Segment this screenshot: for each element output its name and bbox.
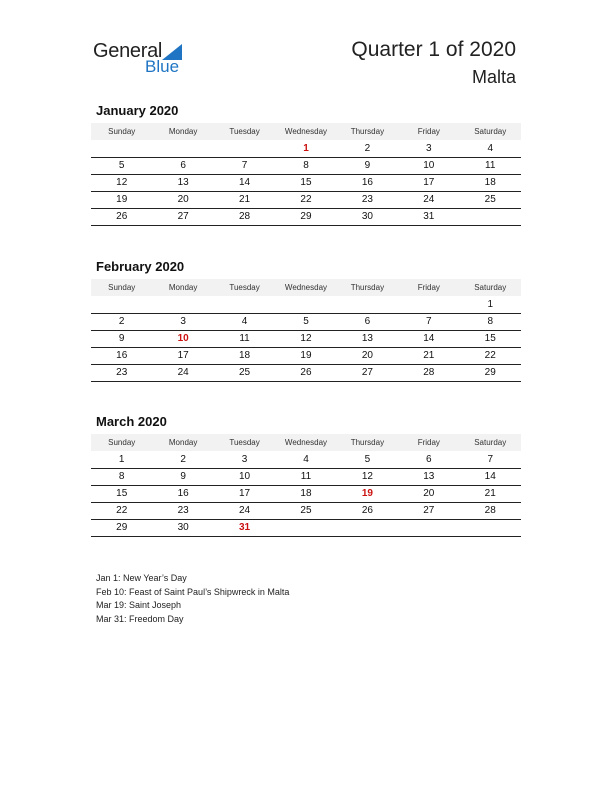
week-row: [91, 192, 521, 209]
weekday-label: Tuesday: [229, 283, 260, 292]
day-cell: 24: [177, 367, 189, 378]
day-cell: 16: [116, 350, 128, 361]
weekday-label: Monday: [168, 438, 198, 447]
day-cell: [214, 297, 275, 313]
week-row: [91, 158, 521, 175]
day-cell: 3: [426, 143, 432, 154]
day-cell: 1: [118, 454, 125, 465]
day-cell: [460, 520, 521, 536]
day-cell: 24: [423, 194, 435, 205]
day-cell: 7: [426, 316, 432, 327]
day-cell: [91, 141, 152, 157]
day-cell: 13: [361, 333, 373, 344]
day-cell: 28: [238, 211, 251, 222]
holiday-date: 10: [177, 333, 189, 344]
day-cell: 2: [180, 454, 186, 465]
day-cell: [337, 520, 398, 536]
weekday-label: Sunday: [108, 127, 136, 136]
day-cell: 7: [487, 454, 494, 465]
day-cell: 12: [116, 177, 128, 188]
day-cell: 20: [361, 350, 373, 361]
generalblue-logo: [93, 40, 213, 84]
day-cell: 6: [180, 160, 186, 171]
day-cell: 6: [364, 316, 371, 327]
day-cell: 4: [241, 316, 248, 327]
day-cell: 6: [426, 454, 432, 465]
day-cell: 28: [484, 505, 496, 516]
day-cell: 23: [116, 367, 128, 378]
day-cell: 15: [300, 177, 312, 188]
weekday-header: [91, 123, 521, 140]
day-cell: 22: [116, 505, 128, 516]
weekday-label: Monday: [168, 127, 198, 136]
day-cell: [91, 297, 152, 313]
day-cell: 25: [484, 194, 496, 205]
day-cell: 17: [423, 177, 435, 188]
day-cell: 9: [364, 160, 371, 171]
weekday-label: Wednesday: [284, 127, 328, 136]
week-row: [91, 141, 521, 158]
month-title: February 2020: [96, 259, 185, 274]
day-cell: [337, 297, 398, 313]
page-title: Quarter 1 of 2020: [351, 38, 516, 61]
day-cell: 16: [177, 488, 189, 499]
day-cell: 3: [241, 454, 248, 465]
weekday-label: Thursday: [350, 283, 385, 292]
day-cell: 29: [484, 367, 496, 378]
week-row: [91, 520, 521, 537]
day-cell: 22: [484, 350, 496, 361]
month-title: March 2020: [96, 414, 167, 429]
weekday-header: [91, 279, 521, 296]
week-row: [91, 175, 521, 192]
day-cell: 20: [423, 488, 435, 499]
day-cell: 5: [118, 160, 125, 171]
day-cell: 7: [241, 160, 248, 171]
week-row: [91, 503, 521, 520]
weekday-label: Monday: [168, 283, 198, 292]
day-cell: 11: [300, 471, 312, 482]
holiday-note: Mar 19: Saint Joseph: [96, 600, 182, 610]
day-cell: 10: [238, 471, 251, 482]
day-cell: 26: [116, 211, 128, 222]
day-cell: 25: [238, 367, 251, 378]
weekday-label: Saturday: [474, 283, 507, 292]
weekday-label: Tuesday: [229, 127, 260, 136]
day-cell: 12: [361, 471, 373, 482]
day-cell: 3: [180, 316, 186, 327]
day-cell: 29: [116, 522, 128, 533]
day-cell: 12: [300, 333, 312, 344]
weekday-header: [91, 434, 521, 451]
weekday-label: Saturday: [474, 127, 507, 136]
week-row: [91, 452, 521, 469]
day-cell: 18: [484, 177, 496, 188]
day-cell: 8: [487, 316, 494, 327]
day-cell: 14: [423, 333, 435, 344]
day-cell: 20: [177, 194, 189, 205]
day-cell: 30: [177, 522, 189, 533]
day-cell: 25: [300, 505, 312, 516]
logo-text-blue: Blue: [145, 57, 180, 76]
day-cell: 11: [485, 160, 496, 171]
weekday-label: Thursday: [350, 438, 385, 447]
day-cell: [275, 297, 336, 313]
day-cell: 17: [177, 350, 189, 361]
day-cell: 15: [116, 488, 128, 499]
weekday-label: Thursday: [350, 127, 385, 136]
day-cell: 26: [361, 505, 373, 516]
day-cell: 2: [364, 143, 371, 154]
day-cell: 21: [238, 194, 251, 205]
day-cell: 17: [238, 488, 251, 499]
day-cell: 1: [487, 299, 494, 310]
week-row: [91, 314, 521, 331]
country-name: Malta: [471, 67, 516, 87]
day-cell: 9: [180, 471, 186, 482]
week-row: [91, 297, 521, 314]
day-cell: 26: [300, 367, 312, 378]
day-cell: [398, 520, 459, 536]
holiday-note: Jan 1: New Year’s Day: [96, 573, 187, 583]
week-row: [91, 331, 521, 348]
day-cell: 23: [177, 505, 189, 516]
day-cell: 4: [303, 454, 309, 465]
day-cell: 24: [238, 505, 251, 516]
day-cell: 30: [361, 211, 373, 222]
day-cell: 8: [303, 160, 309, 171]
day-cell: 9: [118, 333, 125, 344]
day-cell: [460, 209, 521, 225]
day-cell: 15: [484, 333, 496, 344]
day-cell: 4: [487, 143, 494, 154]
week-row: [91, 486, 521, 503]
day-cell: 5: [364, 454, 371, 465]
weekday-label: Sunday: [108, 283, 136, 292]
day-cell: 11: [239, 333, 250, 344]
day-cell: [152, 141, 213, 157]
day-cell: 19: [116, 194, 128, 205]
day-cell: 18: [300, 488, 312, 499]
holiday-list: [96, 572, 289, 626]
holiday-date: 31: [238, 522, 251, 533]
holiday-date: 19: [361, 488, 373, 499]
day-cell: 27: [361, 367, 373, 378]
day-cell: 2: [118, 316, 125, 327]
day-cell: 14: [484, 471, 496, 482]
day-cell: 31: [423, 211, 435, 222]
day-cell: 10: [423, 160, 435, 171]
day-cell: 19: [300, 350, 312, 361]
day-cell: [214, 141, 275, 157]
day-cell: 27: [177, 211, 189, 222]
day-cell: 13: [177, 177, 189, 188]
day-cell: 22: [300, 194, 312, 205]
day-cell: 14: [238, 177, 251, 188]
day-cell: [275, 520, 336, 536]
week-row: [91, 209, 521, 226]
month-title: January 2020: [96, 103, 179, 118]
day-cell: 8: [118, 471, 125, 482]
day-cell: 18: [238, 350, 251, 361]
day-cell: 23: [361, 194, 373, 205]
day-cell: [398, 297, 459, 313]
weekday-label: Friday: [417, 438, 440, 447]
weekday-label: Wednesday: [284, 438, 328, 447]
weekday-label: Saturday: [474, 438, 507, 447]
day-cell: 27: [423, 505, 435, 516]
day-cell: 21: [484, 488, 496, 499]
day-cell: 13: [423, 471, 435, 482]
weekday-label: Tuesday: [229, 438, 260, 447]
weekday-label: Wednesday: [284, 283, 328, 292]
weekday-label: Friday: [417, 283, 440, 292]
week-row: [91, 348, 521, 365]
day-cell: 21: [423, 350, 435, 361]
day-cell: [152, 297, 213, 313]
day-cell: 16: [361, 177, 373, 188]
day-cell: 5: [303, 316, 309, 327]
week-row: [91, 365, 521, 382]
holiday-note: Mar 31: Freedom Day: [96, 613, 184, 624]
day-cell: 28: [423, 367, 435, 378]
day-cell: 29: [300, 211, 312, 222]
logo-text-general: General: [93, 40, 163, 62]
holiday-date: 1: [303, 143, 309, 154]
week-row: [91, 469, 521, 486]
weekday-label: Friday: [417, 127, 440, 136]
holiday-note: Feb 10: Feast of Saint Paul’s Shipwreck in Malta: [96, 586, 290, 597]
weekday-label: Sunday: [108, 438, 136, 447]
